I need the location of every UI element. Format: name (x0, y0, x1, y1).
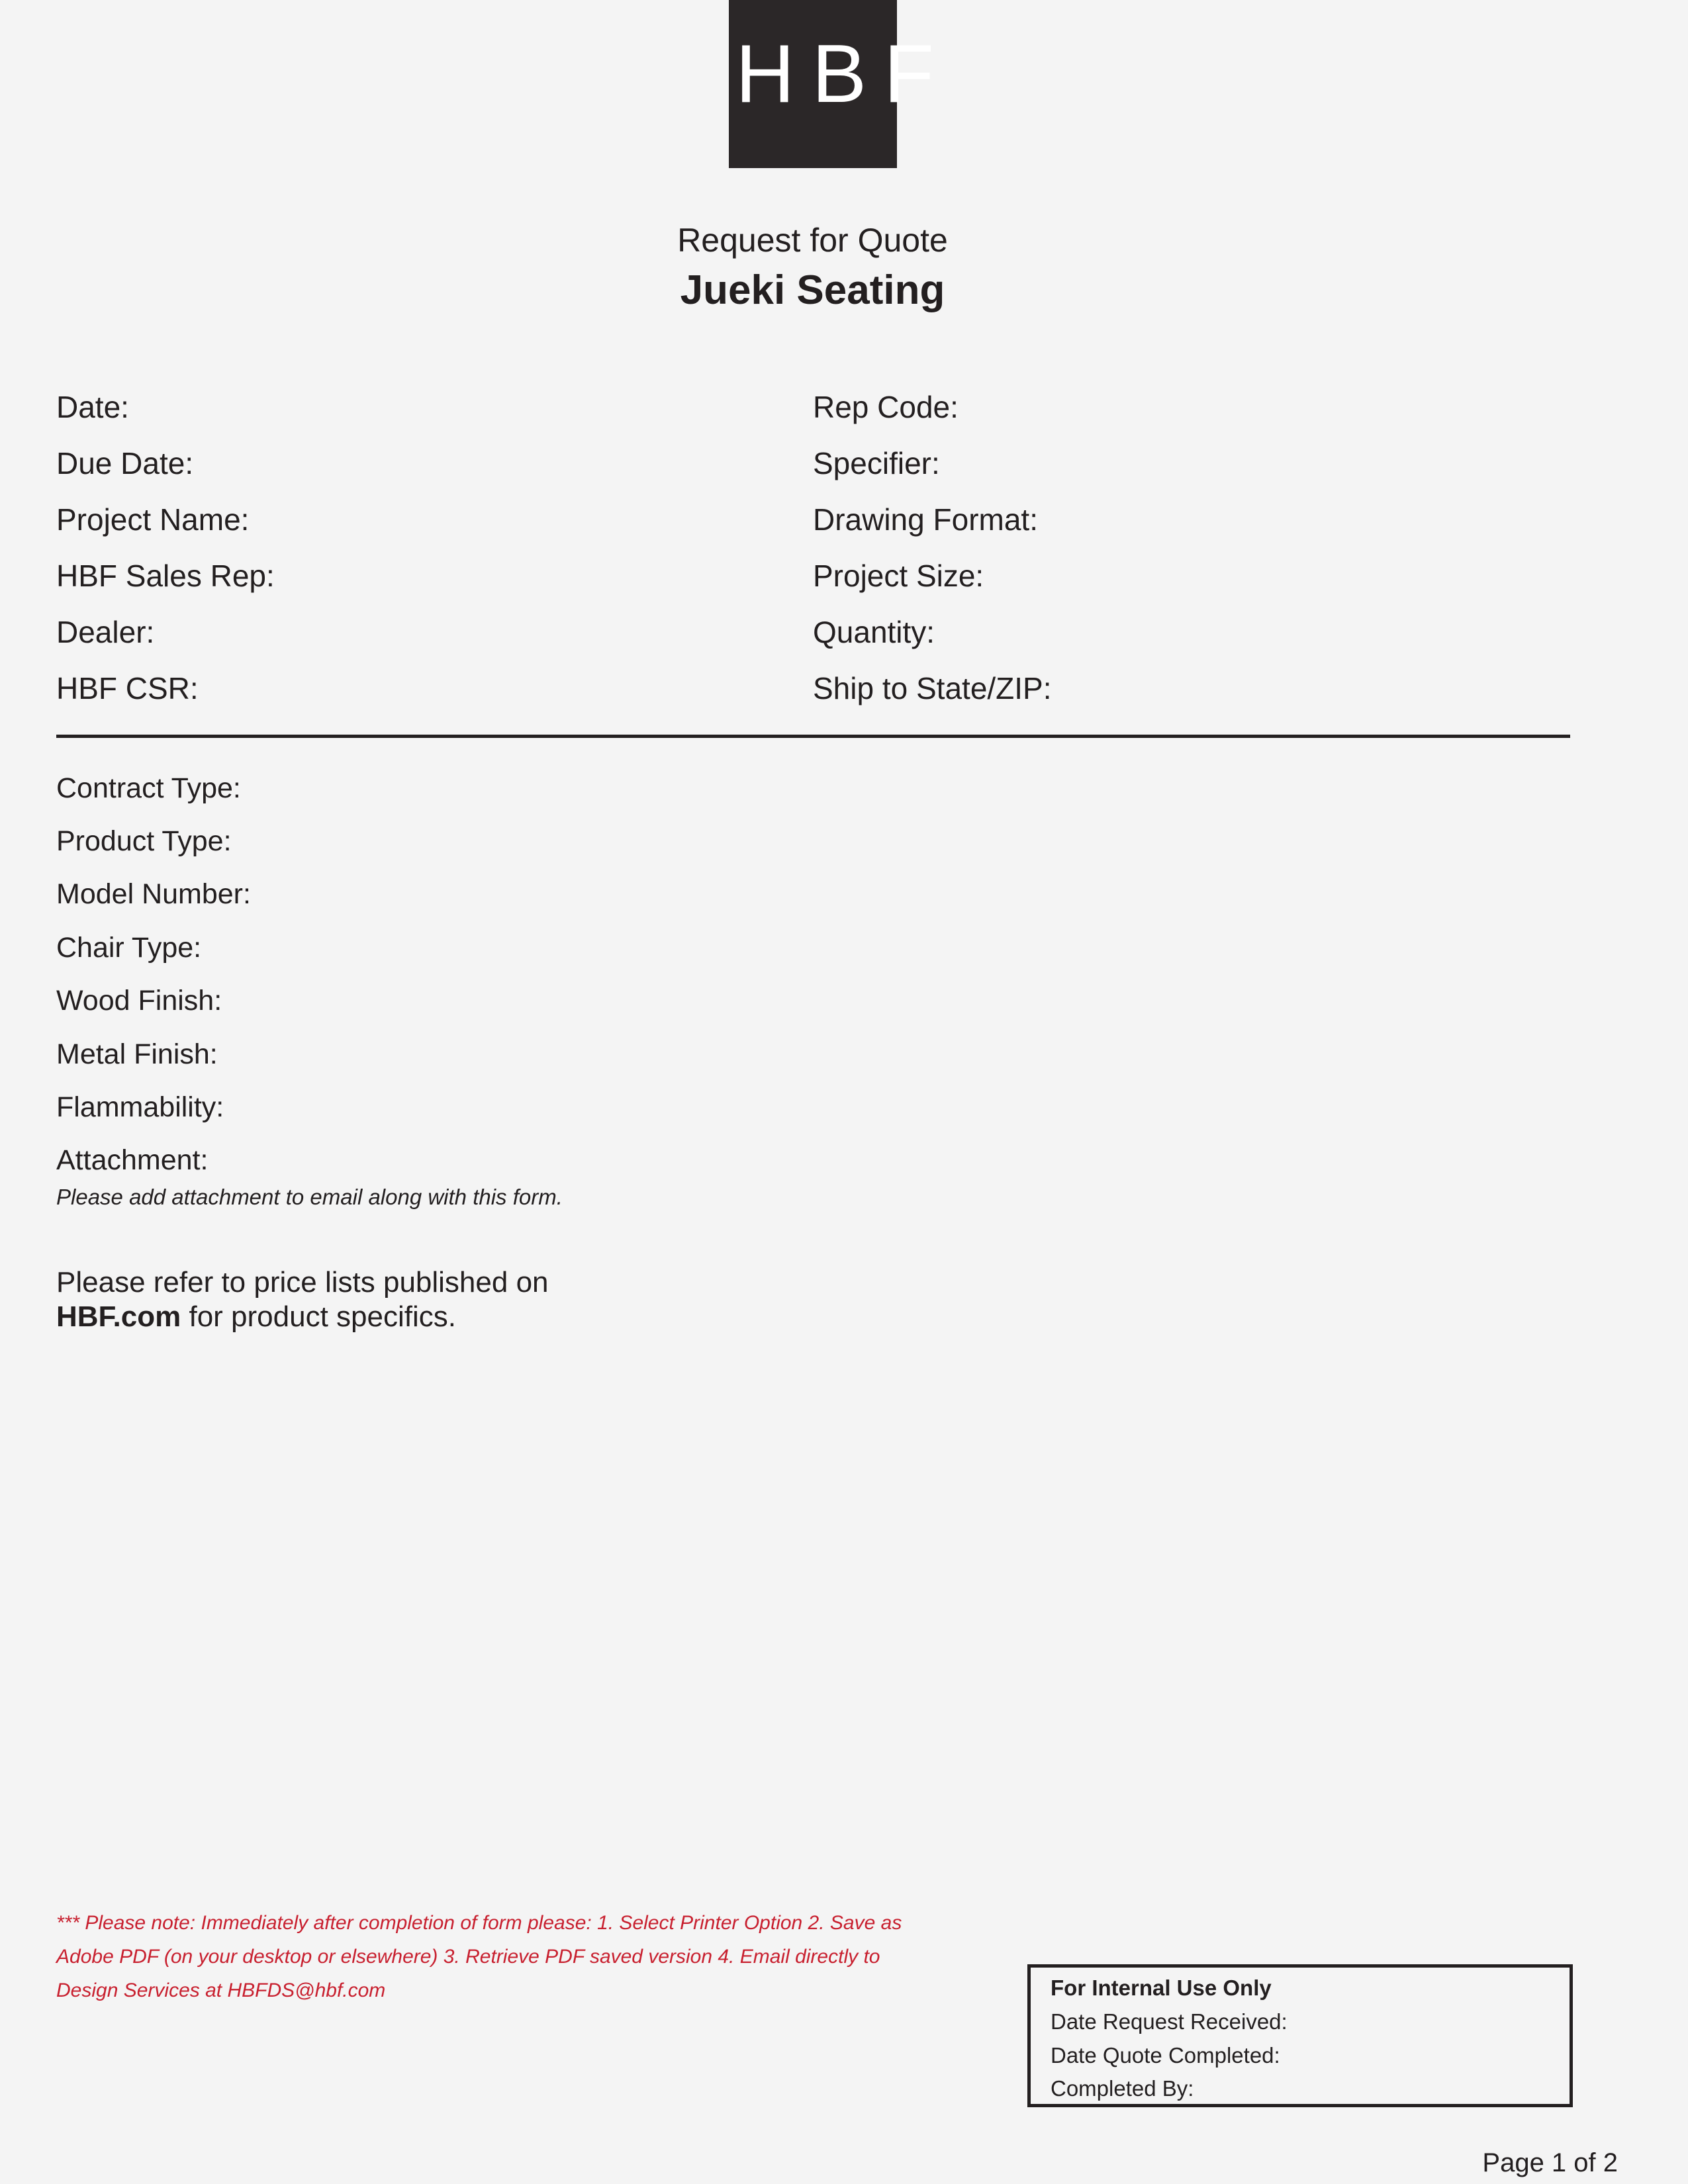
hbf-link[interactable]: HBF.com (56, 1300, 181, 1333)
form-subtitle: Request for Quote (677, 222, 948, 259)
field-chair-type-label: Chair Type: (56, 932, 202, 964)
section-divider (56, 735, 1570, 738)
field-model-number-label: Model Number: (56, 878, 251, 910)
hbf-logo (729, 0, 951, 168)
field-dealer-label: Dealer: (56, 615, 155, 649)
page-number: Page 1 of 2 (1482, 2148, 1618, 2177)
form-title: Jueki Seating (680, 267, 945, 313)
completed-by-label: Completed By: (1051, 2076, 1194, 2101)
date-quote-completed-label: Date Quote Completed: (1051, 2043, 1280, 2068)
field-ship-to-label: Ship to State/ZIP: (813, 671, 1052, 705)
field-attachment-label: Attachment: (56, 1144, 209, 1176)
internal-use-box (1027, 1964, 1573, 2107)
field-drawing-format-label: Drawing Format: (813, 502, 1038, 537)
field-wood-finish-label: Wood Finish: (56, 985, 222, 1017)
field-hbf-sales-rep-label: HBF Sales Rep: (56, 559, 275, 593)
refer-line2: for product specifics. (181, 1300, 456, 1333)
field-product-type-label: Product Type: (56, 825, 232, 857)
logo-text: HBF (735, 28, 951, 120)
internal-use-title: For Internal Use Only (1051, 1976, 1272, 2000)
field-flammability-label: Flammability: (56, 1091, 224, 1123)
field-project-name-label: Project Name: (56, 502, 250, 537)
field-contract-type-label: Contract Type: (56, 772, 241, 804)
field-specifier-label: Specifier: (813, 446, 940, 480)
field-date-label: Date: (56, 390, 129, 424)
attachment-note: Please add attachment to email along with this form. (56, 1185, 563, 1209)
price-list-reference (56, 1265, 549, 1334)
instructions-note: *** Please note: Immediately after completion of form please: 1. Select Printer Option 2. Save as Adobe PDF (on your desktop or elsewhere) 3. Retrieve PDF saved version 4. Email directly to Design Services at HBFDS@hbf.com (56, 1912, 902, 2001)
field-project-size-label: Project Size: (813, 559, 984, 593)
field-hbf-csr-label: HBF CSR: (56, 671, 199, 705)
field-rep-code-label: Rep Code: (813, 390, 959, 424)
refer-line1: Please refer to price lists published on (56, 1266, 549, 1298)
date-request-received-label: Date Request Received: (1051, 2009, 1288, 2034)
field-quantity-label: Quantity: (813, 615, 935, 649)
field-due-date-label: Due Date: (56, 446, 194, 480)
field-metal-finish-label: Metal Finish: (56, 1038, 218, 1070)
